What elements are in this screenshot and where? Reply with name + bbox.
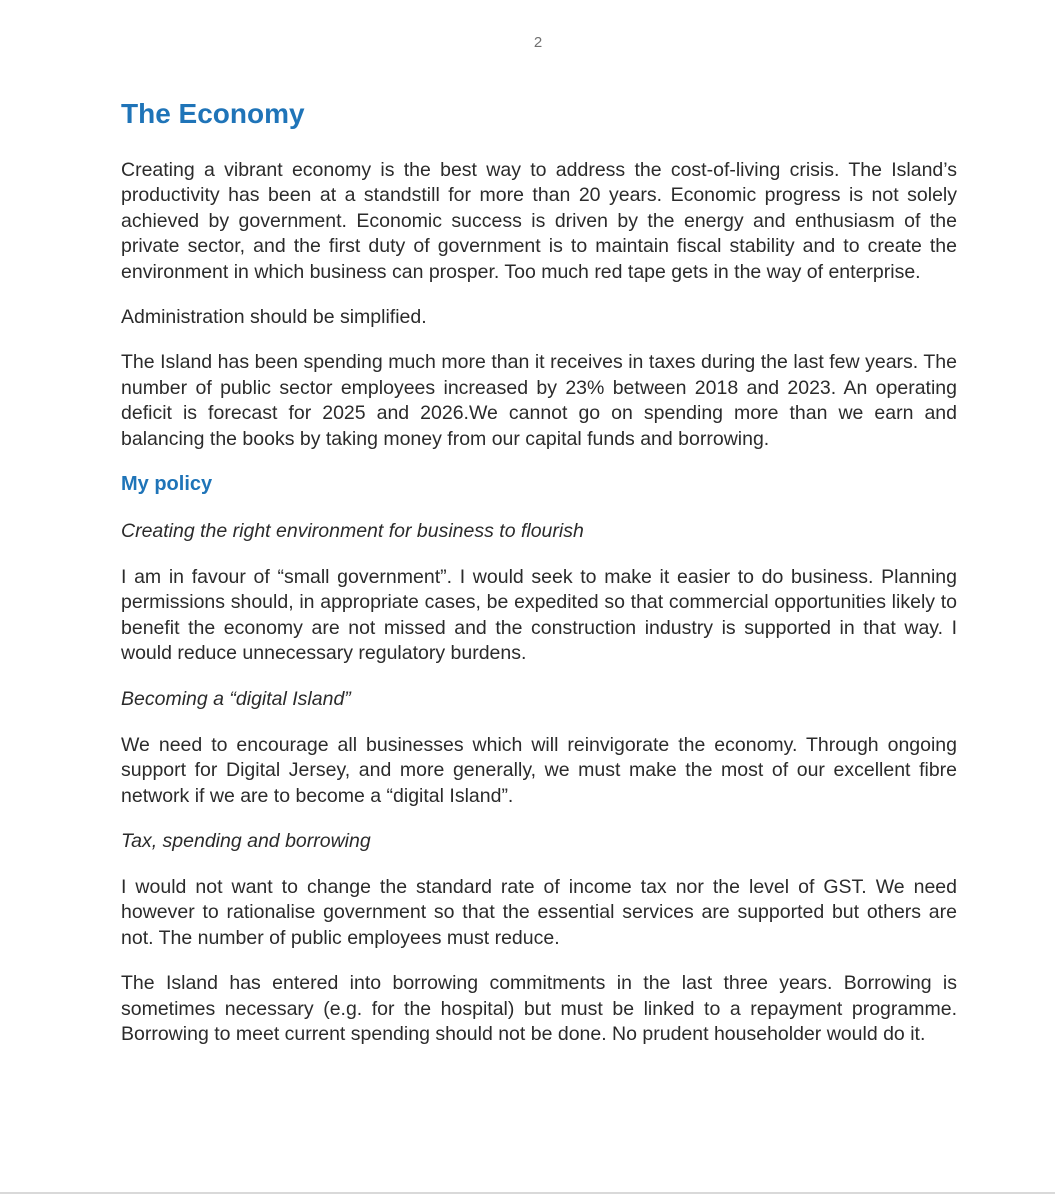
section-paragraph: The Island has entered into borrowing commitments in the last three years. Borrowing is sometimes necessary (e.g. for the hospital) but must be linked to a repayment programme. Borrowing to meet current spending should not be done. No prudent householder would do it.	[121, 972, 957, 1045]
intro-paragraph: Administration should be simplified.	[121, 306, 427, 329]
section-paragraph: I would not want to change the standard rate of income tax nor the level of GST. We need however to rationalise government so that the essential services are supported but others are not. The number of public employees must reduce.	[121, 875, 957, 949]
policy-heading: My policy	[121, 473, 213, 496]
page-number: 2	[533, 34, 543, 51]
intro-paragraph: Creating a vibrant economy is the best way to address the cost-of-living crisis. The Island’s productivity has been at a standstill for more than 20 years. Economic progress is not solely achieved by government. Economic success is driven by the energy and enthusiasm of the private sector, and the first duty of government is to maintain fiscal stability and to create the environment in which business can prosper. Too much red tape gets in the way of enterprise.	[121, 159, 957, 283]
page-bottom-divider	[0, 1192, 1055, 1194]
section-paragraph: I am in favour of “small government”. I would seek to make it easier to do business. Planning permissions should, in appropriate cases, be expedited so that commercial opportunities likely to benefit the economy are not missed and the construction industry is supported in that way. I would reduce unnecessary regulatory burdens.	[121, 566, 957, 665]
section-subheading: Tax, spending and borrowing	[121, 829, 371, 852]
section-subheading: Becoming a “digital Island”	[121, 687, 351, 710]
intro-paragraph: The Island has been spending much more than it receives in taxes during the last few years. The number of public sector employees increased by 23% between 2018 and 2023. An operating deficit is forecast for 2025 and 2026.We cannot go on spending more than we earn and balancing the books by taking money from our capital funds and borrowing.	[121, 351, 957, 450]
document-body	[121, 96, 957, 1067]
section-paragraph: We need to encourage all businesses which will reinvigorate the economy. Through ongoing support for Digital Jersey, and more generally, we must make the most of our excellent fibre network if we are to become a “digital Island”.	[121, 733, 957, 807]
page-title: The Economy	[121, 98, 305, 129]
section-subheading: Creating the right environment for business to flourish	[121, 520, 584, 543]
